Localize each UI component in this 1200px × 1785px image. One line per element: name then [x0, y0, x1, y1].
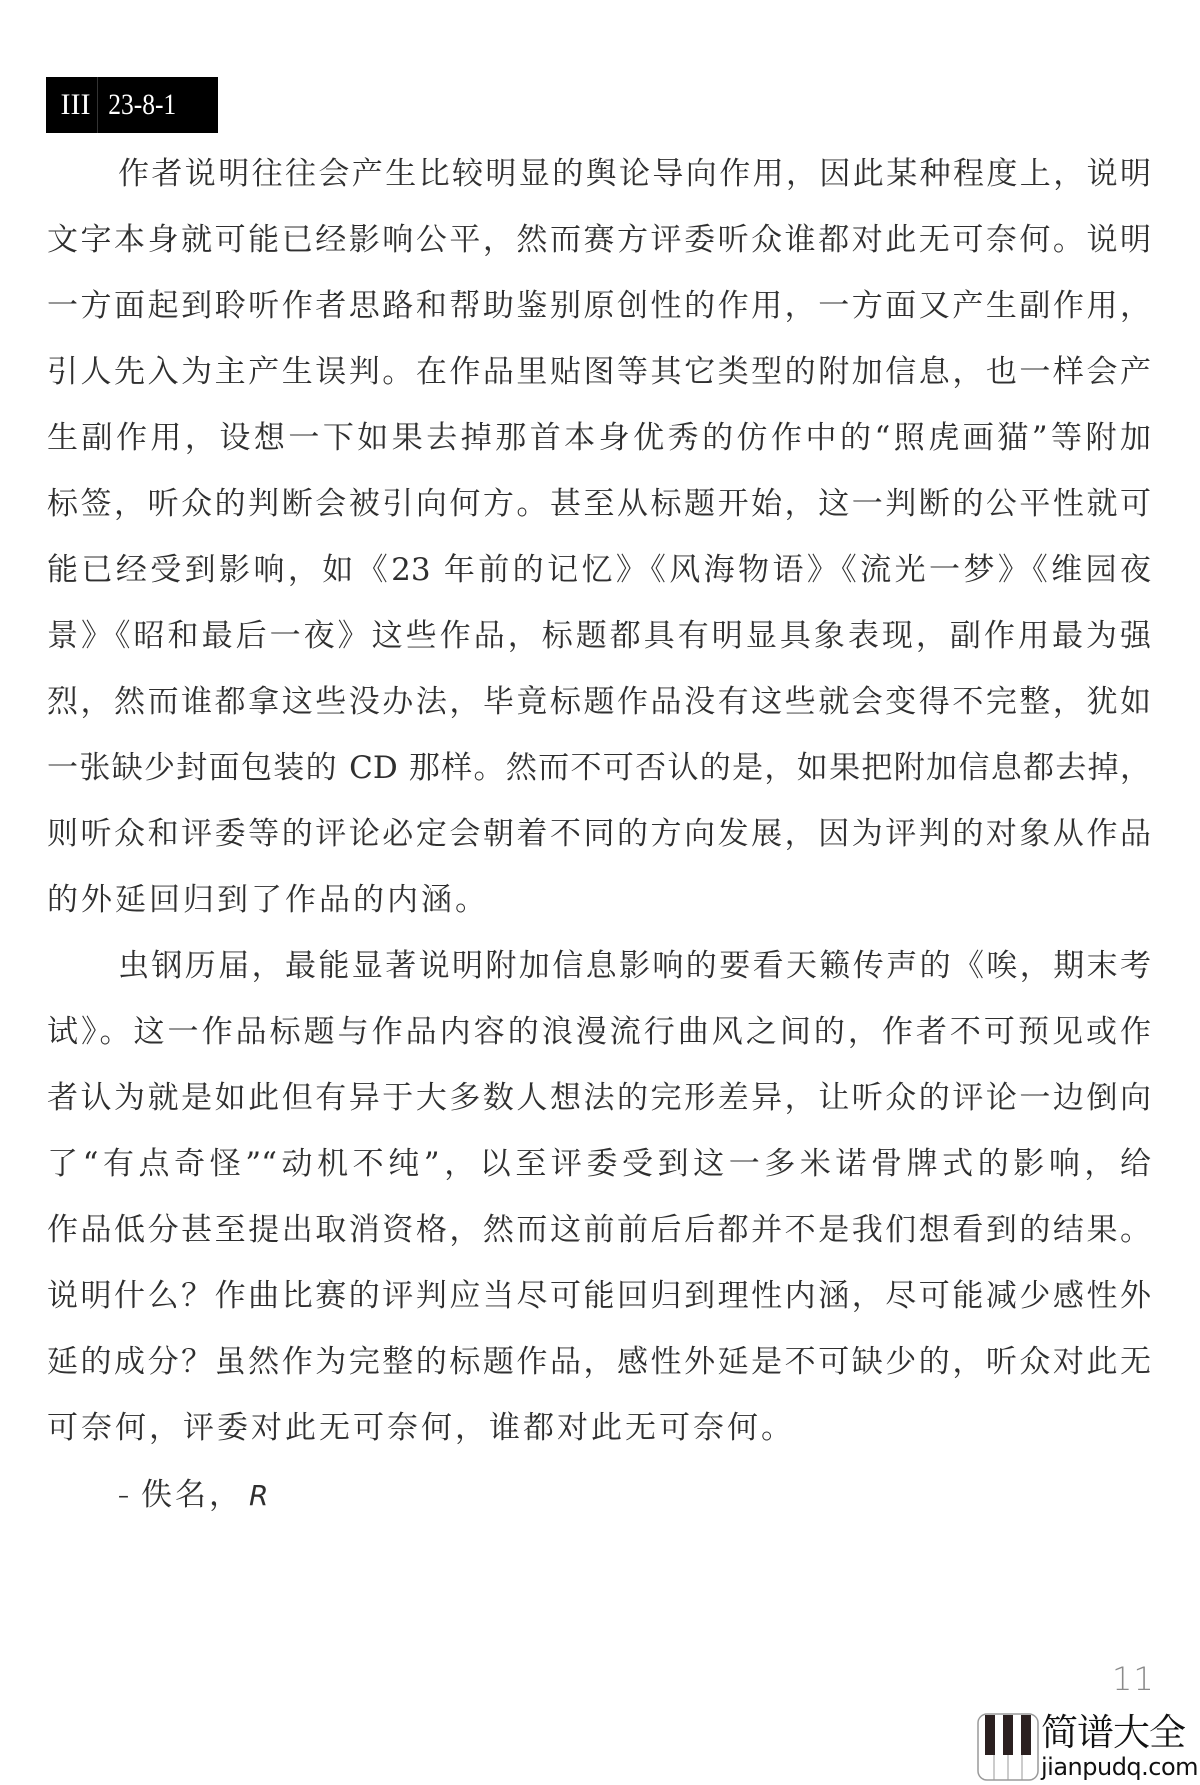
text-line: 作品低分甚至提出取消资格，然而这前前后后都并不是我们想看到的结果。 — [47, 1212, 1151, 1248]
text-line: 可奈何，评委对此无可奈何，谁都对此无可奈何。 — [47, 1410, 795, 1446]
text-line: 了“有点奇怪”“动机不纯”，以至评委受到这一多米诺骨牌式的影响，给 — [47, 1146, 1151, 1182]
text-line: 者认为就是如此但有异于大多数人想法的完形差异，让听众的评论一边倒向 — [47, 1080, 1151, 1116]
section-tag — [46, 77, 218, 133]
section-roman-numeral: III — [46, 77, 98, 133]
section-code: 23-8-1 — [108, 88, 177, 121]
text-line: 生副作用，设想一下如果去掉那首本身优秀的仿作中的“照虎画猫”等附加 — [47, 420, 1151, 456]
text-line: 试》。这一作品标题与作品内容的浪漫流行曲风之间的，作者不可预见或作 — [47, 1014, 1151, 1050]
site-logo[interactable] — [977, 1713, 1200, 1783]
text-line: 一方面起到聆听作者思路和帮助鉴别原创性的作用，一方面又产生副作用， — [47, 288, 1151, 324]
text-line: 延的成分？虽然作为完整的标题作品，感性外延是不可缺少的，听众对此无 — [47, 1344, 1151, 1380]
piano-keys-icon — [977, 1713, 1039, 1781]
signature-dash: – — [118, 1483, 129, 1509]
text-line: 标签，听众的判断会被引向何方。甚至从标题开始，这一判断的公平性就可 — [47, 486, 1151, 522]
text-line: 一张缺少封面包装的 CD 那样。然而不可否认的是，如果把附加信息都去掉， — [47, 750, 1151, 786]
logo-title: 简谱大全 — [1041, 1711, 1185, 1754]
text-line: 文字本身就可能已经影响公平，然而赛方评委听众谁都对此无可奈何。说明 — [47, 222, 1151, 258]
text-line: 景》《昭和最后一夜》这些作品，标题都具有明显具象表现，副作用最为强 — [47, 618, 1151, 654]
text-line: 引人先入为主产生误判。在作品里贴图等其它类型的附加信息，也一样会产 — [47, 354, 1151, 390]
text-line: 烈，然而谁都拿这些没办法，毕竟标题作品没有这些就会变得不完整，犹如 — [47, 684, 1151, 720]
text-line: 说明什么？作曲比赛的评判应当尽可能回归到理性内涵，尽可能减少感性外 — [47, 1278, 1151, 1314]
logo-url: jianpudq.com — [1041, 1753, 1199, 1781]
signature-initial: R — [249, 1479, 269, 1512]
text-line: 虫钢历届，最能显著说明附加信息影响的要看天籁传声的《唉，期末考 — [118, 948, 1151, 984]
text-line: 的外延回归到了作品的内涵。 — [47, 882, 489, 918]
signature — [118, 1475, 268, 1515]
text-line: 则听众和评委等的评论必定会朝着不同的方向发展，因为评判的对象从作品 — [47, 816, 1151, 852]
text-line: 能已经受到影响，如《23 年前的记忆》《风海物语》《流光一梦》《维园夜 — [47, 552, 1151, 588]
page-number: 11 — [1112, 1660, 1155, 1698]
text-line: 作者说明往往会产生比较明显的舆论导向作用，因此某种程度上，说明 — [118, 156, 1151, 192]
signature-name: 佚名， — [141, 1477, 243, 1513]
